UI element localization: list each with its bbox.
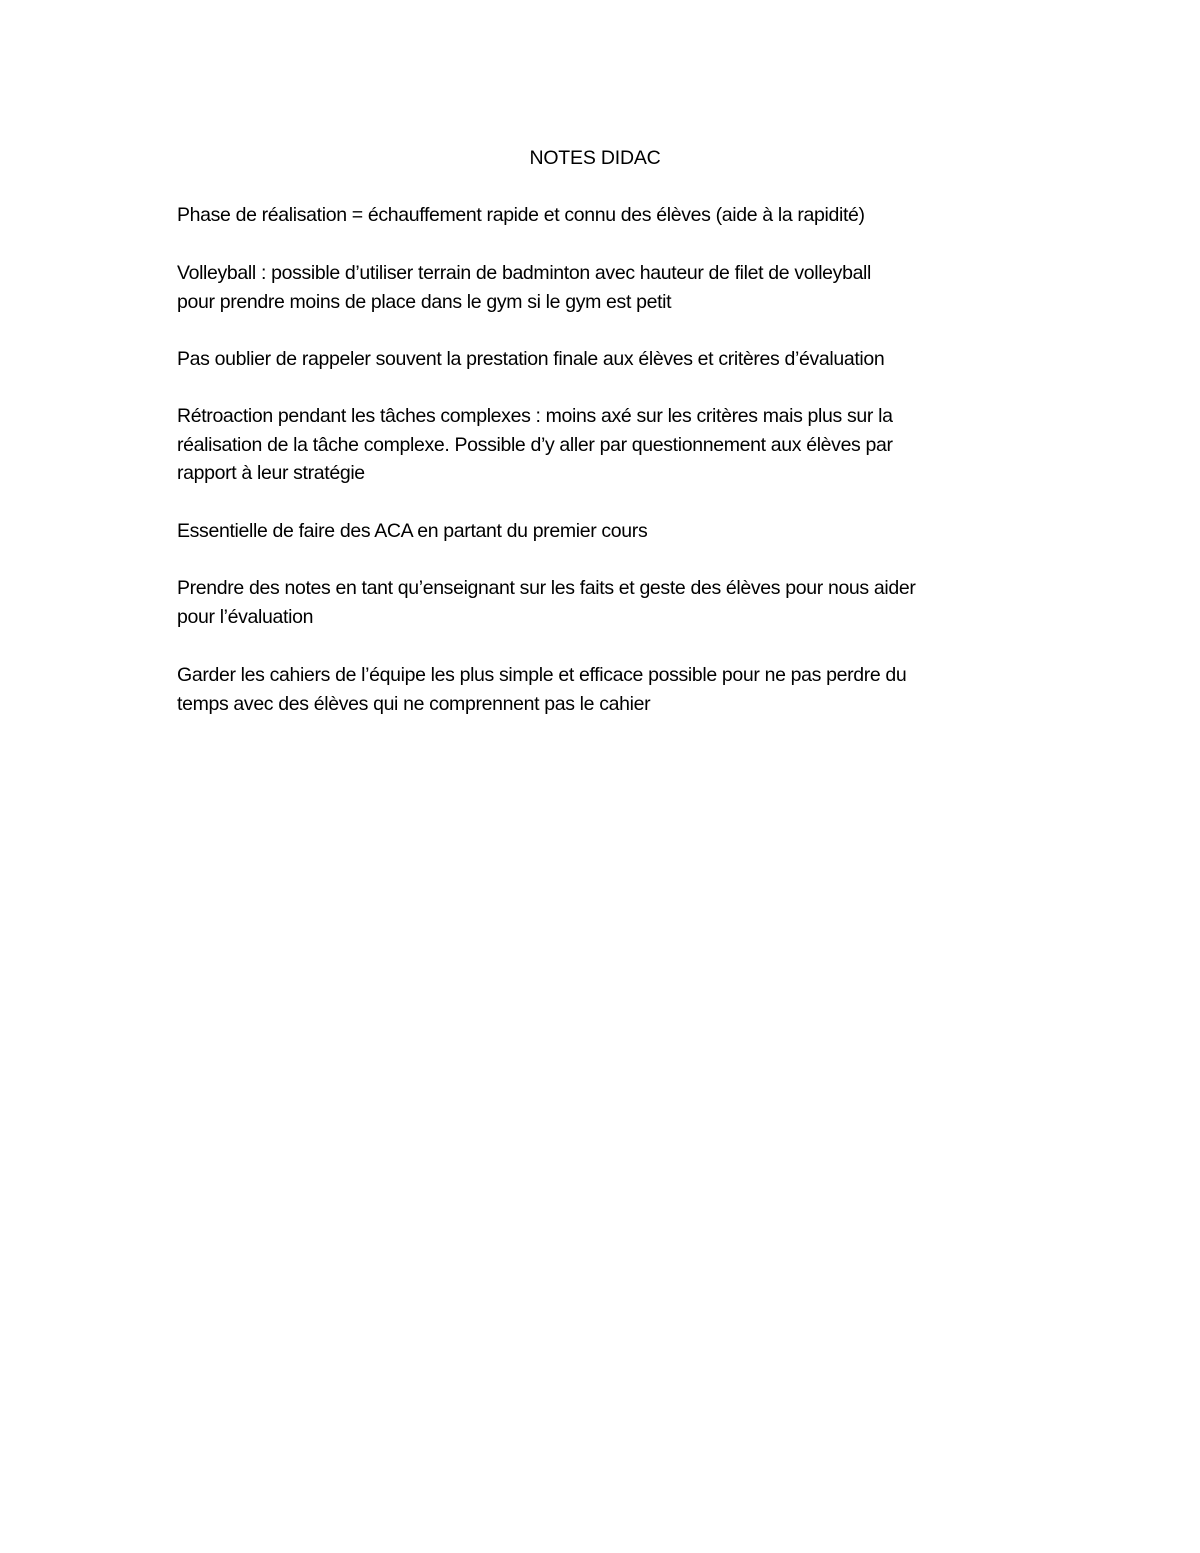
- paragraph-line: Prendre des notes en tant qu’enseignant sur les faits et geste des élèves pour nous aider: [177, 577, 916, 599]
- paragraph-line: Volleyball : possible d’utiliser terrain de badminton avec hauteur de filet de volleyball: [177, 262, 872, 284]
- paragraph-line: Phase de réalisation = échauffement rapide et connu des élèves (aide à la rapidité): [177, 204, 865, 226]
- paragraph-line: Essentielle de faire des ACA en partant du premier cours: [177, 520, 648, 542]
- paragraph-phase-realisation: [177, 201, 1037, 230]
- paragraph-line: rapport à leur stratégie: [177, 462, 365, 485]
- paragraph-aca: [177, 517, 1037, 546]
- paragraph-line: pour l’évaluation: [177, 605, 314, 628]
- paragraph-volleyball: [177, 259, 1037, 316]
- paragraph-line: réalisation de la tâche complexe. Possible d’y aller par questionnement aux élèves par: [177, 433, 893, 456]
- paragraph-prestation-finale: [177, 345, 1037, 374]
- paragraph-line: pour prendre moins de place dans le gym si le gym est petit: [177, 290, 672, 313]
- paragraph-line: Garder les cahiers de l’équipe les plus simple et efficace possible pour ne pas perdre du: [177, 664, 907, 686]
- paragraph-prendre-notes: [177, 574, 1037, 631]
- paragraph-retroaction: [177, 402, 1037, 488]
- paragraph-line: Pas oublier de rappeler souvent la prestation finale aux élèves et critères d’évaluation: [177, 348, 885, 370]
- paragraph-line: temps avec des élèves qui ne comprennent pas le cahier: [177, 692, 651, 715]
- paragraph-line: Rétroaction pendant les tâches complexes : moins axé sur les critères mais plus sur la: [177, 405, 893, 427]
- paragraph-cahiers: [177, 661, 1037, 718]
- document-title: NOTES DIDAC: [529, 147, 661, 169]
